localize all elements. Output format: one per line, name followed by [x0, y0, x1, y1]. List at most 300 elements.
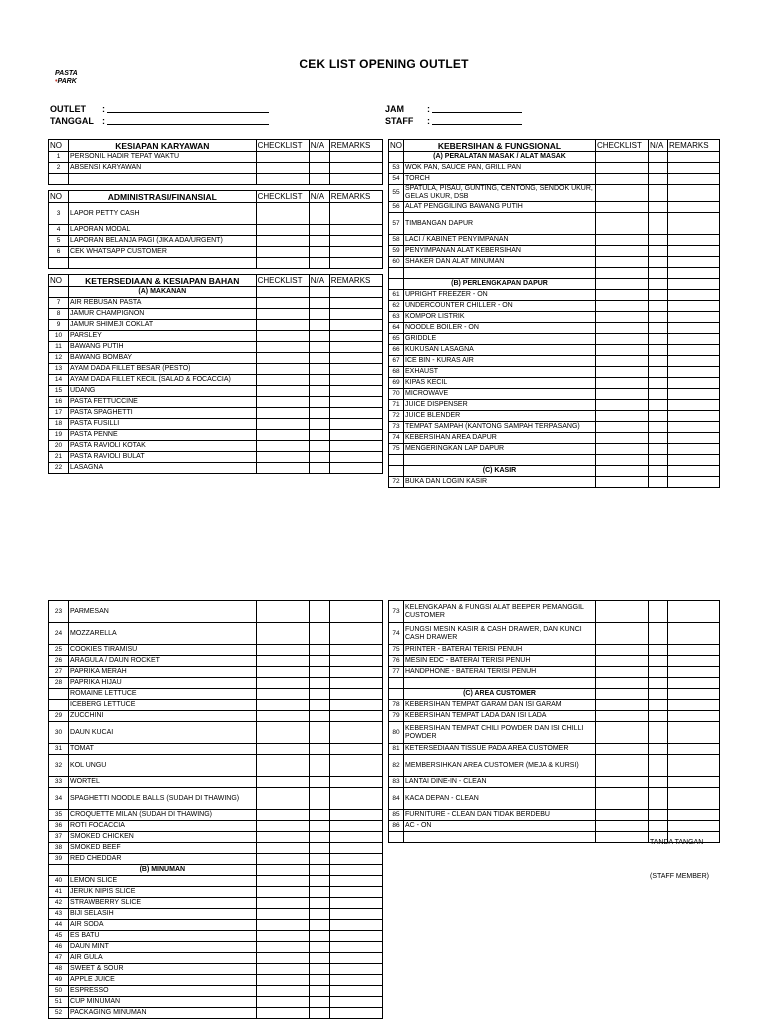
remarks-cell[interactable]	[668, 174, 720, 185]
na-cell[interactable]	[649, 411, 668, 422]
checklist-cell[interactable]	[596, 444, 649, 455]
checklist-cell[interactable]	[596, 810, 649, 821]
remarks-cell[interactable]	[329, 298, 382, 309]
checklist-cell[interactable]	[256, 463, 309, 474]
remarks-cell[interactable]	[329, 623, 382, 645]
remarks-cell[interactable]	[329, 152, 382, 163]
remarks-cell[interactable]	[329, 953, 382, 964]
na-cell[interactable]	[309, 203, 329, 225]
na-cell[interactable]	[309, 997, 329, 1008]
checklist-cell[interactable]	[596, 744, 649, 755]
checklist-cell[interactable]	[596, 246, 649, 257]
checklist-cell[interactable]	[596, 722, 649, 744]
remarks-cell[interactable]	[668, 722, 720, 744]
remarks-cell[interactable]	[329, 1008, 382, 1019]
na-cell[interactable]	[649, 656, 668, 667]
remarks-cell[interactable]	[329, 364, 382, 375]
checklist-cell[interactable]	[256, 667, 309, 678]
checklist-cell[interactable]	[596, 312, 649, 323]
na-cell[interactable]	[309, 711, 329, 722]
remarks-cell[interactable]	[668, 788, 720, 810]
remarks-cell[interactable]	[329, 986, 382, 997]
remarks-cell[interactable]	[668, 301, 720, 312]
checklist-cell[interactable]	[596, 356, 649, 367]
na-cell[interactable]	[649, 312, 668, 323]
checklist-cell[interactable]	[256, 821, 309, 832]
na-cell[interactable]	[649, 788, 668, 810]
remarks-cell[interactable]	[668, 213, 720, 235]
na-cell[interactable]	[649, 174, 668, 185]
remarks-cell[interactable]	[668, 744, 720, 755]
checklist-cell[interactable]	[596, 821, 649, 832]
na-cell[interactable]	[309, 843, 329, 854]
na-cell[interactable]	[649, 777, 668, 788]
na-cell[interactable]	[309, 375, 329, 386]
remarks-cell[interactable]	[329, 865, 382, 876]
na-cell[interactable]	[309, 920, 329, 931]
na-cell[interactable]	[649, 678, 668, 689]
checklist-cell[interactable]	[256, 755, 309, 777]
na-cell[interactable]	[309, 331, 329, 342]
checklist-cell[interactable]	[596, 422, 649, 433]
na-cell[interactable]	[309, 601, 329, 623]
na-cell[interactable]	[309, 258, 329, 269]
checklist-cell[interactable]	[256, 645, 309, 656]
remarks-cell[interactable]	[329, 964, 382, 975]
checklist-cell[interactable]	[256, 331, 309, 342]
na-cell[interactable]	[309, 964, 329, 975]
na-cell[interactable]	[649, 722, 668, 744]
remarks-cell[interactable]	[329, 777, 382, 788]
remarks-cell[interactable]	[329, 287, 382, 298]
remarks-cell[interactable]	[329, 997, 382, 1008]
na-cell[interactable]	[309, 441, 329, 452]
na-cell[interactable]	[309, 152, 329, 163]
remarks-cell[interactable]	[668, 477, 720, 488]
checklist-cell[interactable]	[256, 236, 309, 247]
na-cell[interactable]	[309, 722, 329, 744]
checklist-cell[interactable]	[256, 1008, 309, 1019]
checklist-cell[interactable]	[256, 898, 309, 909]
checklist-cell[interactable]	[256, 408, 309, 419]
na-cell[interactable]	[649, 356, 668, 367]
remarks-cell[interactable]	[329, 700, 382, 711]
checklist-cell[interactable]	[256, 174, 309, 185]
na-cell[interactable]	[309, 645, 329, 656]
checklist-cell[interactable]	[596, 755, 649, 777]
remarks-cell[interactable]	[668, 455, 720, 466]
checklist-cell[interactable]	[596, 832, 649, 843]
remarks-cell[interactable]	[668, 185, 720, 202]
checklist-cell[interactable]	[596, 152, 649, 163]
remarks-cell[interactable]	[329, 430, 382, 441]
na-cell[interactable]	[649, 667, 668, 678]
checklist-cell[interactable]	[596, 656, 649, 667]
checklist-cell[interactable]	[256, 386, 309, 397]
na-cell[interactable]	[309, 777, 329, 788]
remarks-cell[interactable]	[329, 898, 382, 909]
checklist-cell[interactable]	[596, 777, 649, 788]
na-cell[interactable]	[649, 268, 668, 279]
remarks-cell[interactable]	[668, 689, 720, 700]
remarks-cell[interactable]	[329, 163, 382, 174]
checklist-cell[interactable]	[256, 832, 309, 843]
na-cell[interactable]	[649, 422, 668, 433]
remarks-cell[interactable]	[329, 810, 382, 821]
na-cell[interactable]	[309, 163, 329, 174]
checklist-cell[interactable]	[596, 477, 649, 488]
remarks-cell[interactable]	[668, 755, 720, 777]
na-cell[interactable]	[649, 202, 668, 213]
na-cell[interactable]	[309, 678, 329, 689]
na-cell[interactable]	[649, 345, 668, 356]
remarks-cell[interactable]	[668, 623, 720, 645]
checklist-cell[interactable]	[596, 334, 649, 345]
checklist-cell[interactable]	[256, 397, 309, 408]
na-cell[interactable]	[309, 430, 329, 441]
checklist-cell[interactable]	[256, 298, 309, 309]
remarks-cell[interactable]	[668, 656, 720, 667]
na-cell[interactable]	[309, 320, 329, 331]
na-cell[interactable]	[649, 455, 668, 466]
checklist-cell[interactable]	[256, 986, 309, 997]
checklist-cell[interactable]	[596, 455, 649, 466]
na-cell[interactable]	[309, 408, 329, 419]
checklist-cell[interactable]	[596, 788, 649, 810]
checklist-cell[interactable]	[256, 964, 309, 975]
checklist-cell[interactable]	[256, 656, 309, 667]
remarks-cell[interactable]	[668, 152, 720, 163]
checklist-cell[interactable]	[256, 843, 309, 854]
checklist-cell[interactable]	[596, 235, 649, 246]
na-cell[interactable]	[649, 821, 668, 832]
na-cell[interactable]	[649, 163, 668, 174]
checklist-cell[interactable]	[256, 865, 309, 876]
checklist-cell[interactable]	[596, 667, 649, 678]
checklist-cell[interactable]	[596, 213, 649, 235]
checklist-cell[interactable]	[256, 909, 309, 920]
checklist-cell[interactable]	[596, 257, 649, 268]
remarks-cell[interactable]	[329, 656, 382, 667]
checklist-cell[interactable]	[256, 722, 309, 744]
checklist-cell[interactable]	[256, 203, 309, 225]
checklist-cell[interactable]	[256, 430, 309, 441]
na-cell[interactable]	[649, 400, 668, 411]
checklist-cell[interactable]	[596, 400, 649, 411]
na-cell[interactable]	[309, 174, 329, 185]
checklist-cell[interactable]	[596, 689, 649, 700]
na-cell[interactable]	[309, 887, 329, 898]
checklist-cell[interactable]	[596, 700, 649, 711]
checklist-cell[interactable]	[256, 777, 309, 788]
checklist-cell[interactable]	[256, 287, 309, 298]
remarks-cell[interactable]	[668, 279, 720, 290]
remarks-cell[interactable]	[668, 777, 720, 788]
remarks-cell[interactable]	[668, 678, 720, 689]
na-cell[interactable]	[649, 744, 668, 755]
checklist-cell[interactable]	[596, 279, 649, 290]
checklist-cell[interactable]	[256, 309, 309, 320]
remarks-cell[interactable]	[329, 452, 382, 463]
na-cell[interactable]	[309, 854, 329, 865]
na-cell[interactable]	[309, 342, 329, 353]
na-cell[interactable]	[649, 466, 668, 477]
checklist-cell[interactable]	[596, 623, 649, 645]
checklist-cell[interactable]	[596, 163, 649, 174]
na-cell[interactable]	[309, 225, 329, 236]
na-cell[interactable]	[649, 334, 668, 345]
remarks-cell[interactable]	[329, 920, 382, 931]
jam-input[interactable]	[432, 104, 522, 113]
na-cell[interactable]	[309, 364, 329, 375]
checklist-cell[interactable]	[256, 920, 309, 931]
remarks-cell[interactable]	[329, 788, 382, 810]
remarks-cell[interactable]	[668, 444, 720, 455]
na-cell[interactable]	[649, 711, 668, 722]
remarks-cell[interactable]	[329, 854, 382, 865]
na-cell[interactable]	[649, 700, 668, 711]
na-cell[interactable]	[309, 755, 329, 777]
na-cell[interactable]	[309, 656, 329, 667]
checklist-cell[interactable]	[256, 678, 309, 689]
na-cell[interactable]	[649, 301, 668, 312]
remarks-cell[interactable]	[329, 645, 382, 656]
na-cell[interactable]	[309, 353, 329, 364]
checklist-cell[interactable]	[256, 601, 309, 623]
remarks-cell[interactable]	[329, 174, 382, 185]
remarks-cell[interactable]	[668, 466, 720, 477]
remarks-cell[interactable]	[329, 942, 382, 953]
na-cell[interactable]	[309, 689, 329, 700]
checklist-cell[interactable]	[256, 887, 309, 898]
remarks-cell[interactable]	[668, 235, 720, 246]
na-cell[interactable]	[309, 397, 329, 408]
na-cell[interactable]	[649, 601, 668, 623]
remarks-cell[interactable]	[668, 711, 720, 722]
remarks-cell[interactable]	[668, 334, 720, 345]
checklist-cell[interactable]	[256, 353, 309, 364]
remarks-cell[interactable]	[329, 441, 382, 452]
remarks-cell[interactable]	[329, 678, 382, 689]
remarks-cell[interactable]	[668, 389, 720, 400]
checklist-cell[interactable]	[596, 601, 649, 623]
remarks-cell[interactable]	[329, 909, 382, 920]
checklist-cell[interactable]	[256, 788, 309, 810]
checklist-cell[interactable]	[596, 174, 649, 185]
na-cell[interactable]	[309, 386, 329, 397]
na-cell[interactable]	[309, 876, 329, 887]
remarks-cell[interactable]	[329, 353, 382, 364]
checklist-cell[interactable]	[256, 953, 309, 964]
remarks-cell[interactable]	[668, 345, 720, 356]
checklist-cell[interactable]	[256, 689, 309, 700]
na-cell[interactable]	[309, 463, 329, 474]
na-cell[interactable]	[309, 810, 329, 821]
remarks-cell[interactable]	[329, 711, 382, 722]
remarks-cell[interactable]	[668, 400, 720, 411]
remarks-cell[interactable]	[329, 419, 382, 430]
na-cell[interactable]	[309, 931, 329, 942]
remarks-cell[interactable]	[329, 887, 382, 898]
checklist-cell[interactable]	[596, 301, 649, 312]
na-cell[interactable]	[649, 257, 668, 268]
checklist-cell[interactable]	[256, 152, 309, 163]
remarks-cell[interactable]	[329, 225, 382, 236]
remarks-cell[interactable]	[329, 843, 382, 854]
checklist-cell[interactable]	[256, 744, 309, 755]
remarks-cell[interactable]	[329, 821, 382, 832]
remarks-cell[interactable]	[329, 601, 382, 623]
remarks-cell[interactable]	[329, 463, 382, 474]
remarks-cell[interactable]	[668, 810, 720, 821]
na-cell[interactable]	[649, 367, 668, 378]
remarks-cell[interactable]	[329, 408, 382, 419]
na-cell[interactable]	[649, 279, 668, 290]
remarks-cell[interactable]	[668, 667, 720, 678]
na-cell[interactable]	[309, 953, 329, 964]
na-cell[interactable]	[649, 623, 668, 645]
checklist-cell[interactable]	[256, 876, 309, 887]
na-cell[interactable]	[309, 909, 329, 920]
remarks-cell[interactable]	[329, 386, 382, 397]
checklist-cell[interactable]	[596, 323, 649, 334]
remarks-cell[interactable]	[329, 975, 382, 986]
checklist-cell[interactable]	[596, 389, 649, 400]
checklist-cell[interactable]	[596, 202, 649, 213]
remarks-cell[interactable]	[329, 247, 382, 258]
na-cell[interactable]	[649, 755, 668, 777]
na-cell[interactable]	[649, 389, 668, 400]
na-cell[interactable]	[309, 236, 329, 247]
remarks-cell[interactable]	[329, 744, 382, 755]
remarks-cell[interactable]	[329, 397, 382, 408]
staff-field[interactable]: STAFF :	[385, 116, 413, 126]
remarks-cell[interactable]	[668, 433, 720, 444]
remarks-cell[interactable]	[329, 236, 382, 247]
checklist-cell[interactable]	[256, 997, 309, 1008]
checklist-cell[interactable]	[256, 375, 309, 386]
na-cell[interactable]	[649, 689, 668, 700]
checklist-cell[interactable]	[256, 931, 309, 942]
checklist-cell[interactable]	[596, 290, 649, 301]
checklist-cell[interactable]	[256, 247, 309, 258]
tanggal-input[interactable]	[107, 116, 269, 125]
remarks-cell[interactable]	[329, 342, 382, 353]
remarks-cell[interactable]	[329, 876, 382, 887]
remarks-cell[interactable]	[668, 246, 720, 257]
na-cell[interactable]	[649, 645, 668, 656]
checklist-cell[interactable]	[256, 854, 309, 865]
checklist-cell[interactable]	[256, 441, 309, 452]
remarks-cell[interactable]	[329, 331, 382, 342]
na-cell[interactable]	[309, 298, 329, 309]
remarks-cell[interactable]	[668, 821, 720, 832]
checklist-cell[interactable]	[256, 711, 309, 722]
remarks-cell[interactable]	[668, 290, 720, 301]
na-cell[interactable]	[649, 246, 668, 257]
checklist-cell[interactable]	[256, 163, 309, 174]
remarks-cell[interactable]	[329, 832, 382, 843]
outlet-field[interactable]: OUTLET :	[50, 104, 86, 114]
remarks-cell[interactable]	[668, 411, 720, 422]
checklist-cell[interactable]	[256, 452, 309, 463]
remarks-cell[interactable]	[329, 755, 382, 777]
remarks-cell[interactable]	[668, 601, 720, 623]
remarks-cell[interactable]	[668, 422, 720, 433]
na-cell[interactable]	[309, 986, 329, 997]
staff-input[interactable]	[432, 116, 522, 125]
checklist-cell[interactable]	[596, 185, 649, 202]
na-cell[interactable]	[309, 744, 329, 755]
na-cell[interactable]	[649, 213, 668, 235]
remarks-cell[interactable]	[668, 202, 720, 213]
checklist-cell[interactable]	[256, 364, 309, 375]
checklist-cell[interactable]	[596, 711, 649, 722]
na-cell[interactable]	[309, 1008, 329, 1019]
na-cell[interactable]	[649, 323, 668, 334]
remarks-cell[interactable]	[329, 258, 382, 269]
na-cell[interactable]	[309, 287, 329, 298]
remarks-cell[interactable]	[329, 203, 382, 225]
checklist-cell[interactable]	[256, 419, 309, 430]
checklist-cell[interactable]	[596, 466, 649, 477]
na-cell[interactable]	[309, 623, 329, 645]
tanggal-field[interactable]: TANGGAL :	[50, 116, 94, 126]
checklist-cell[interactable]	[596, 411, 649, 422]
na-cell[interactable]	[649, 185, 668, 202]
remarks-cell[interactable]	[329, 667, 382, 678]
remarks-cell[interactable]	[668, 356, 720, 367]
na-cell[interactable]	[649, 444, 668, 455]
remarks-cell[interactable]	[329, 375, 382, 386]
na-cell[interactable]	[309, 452, 329, 463]
na-cell[interactable]	[309, 700, 329, 711]
na-cell[interactable]	[649, 477, 668, 488]
remarks-cell[interactable]	[329, 722, 382, 744]
checklist-cell[interactable]	[256, 342, 309, 353]
remarks-cell[interactable]	[668, 700, 720, 711]
checklist-cell[interactable]	[596, 433, 649, 444]
checklist-cell[interactable]	[256, 810, 309, 821]
checklist-cell[interactable]	[596, 345, 649, 356]
remarks-cell[interactable]	[668, 323, 720, 334]
remarks-cell[interactable]	[329, 689, 382, 700]
checklist-cell[interactable]	[256, 623, 309, 645]
na-cell[interactable]	[309, 667, 329, 678]
checklist-cell[interactable]	[256, 258, 309, 269]
jam-field[interactable]: JAM :	[385, 104, 404, 114]
na-cell[interactable]	[309, 898, 329, 909]
na-cell[interactable]	[649, 378, 668, 389]
checklist-cell[interactable]	[596, 268, 649, 279]
remarks-cell[interactable]	[329, 931, 382, 942]
na-cell[interactable]	[649, 810, 668, 821]
remarks-cell[interactable]	[329, 309, 382, 320]
remarks-cell[interactable]	[668, 367, 720, 378]
na-cell[interactable]	[309, 788, 329, 810]
checklist-cell[interactable]	[256, 975, 309, 986]
checklist-cell[interactable]	[596, 367, 649, 378]
remarks-cell[interactable]	[668, 378, 720, 389]
na-cell[interactable]	[309, 832, 329, 843]
remarks-cell[interactable]	[329, 320, 382, 331]
na-cell[interactable]	[309, 865, 329, 876]
remarks-cell[interactable]	[668, 268, 720, 279]
na-cell[interactable]	[309, 419, 329, 430]
checklist-cell[interactable]	[256, 942, 309, 953]
na-cell[interactable]	[309, 821, 329, 832]
remarks-cell[interactable]	[668, 163, 720, 174]
